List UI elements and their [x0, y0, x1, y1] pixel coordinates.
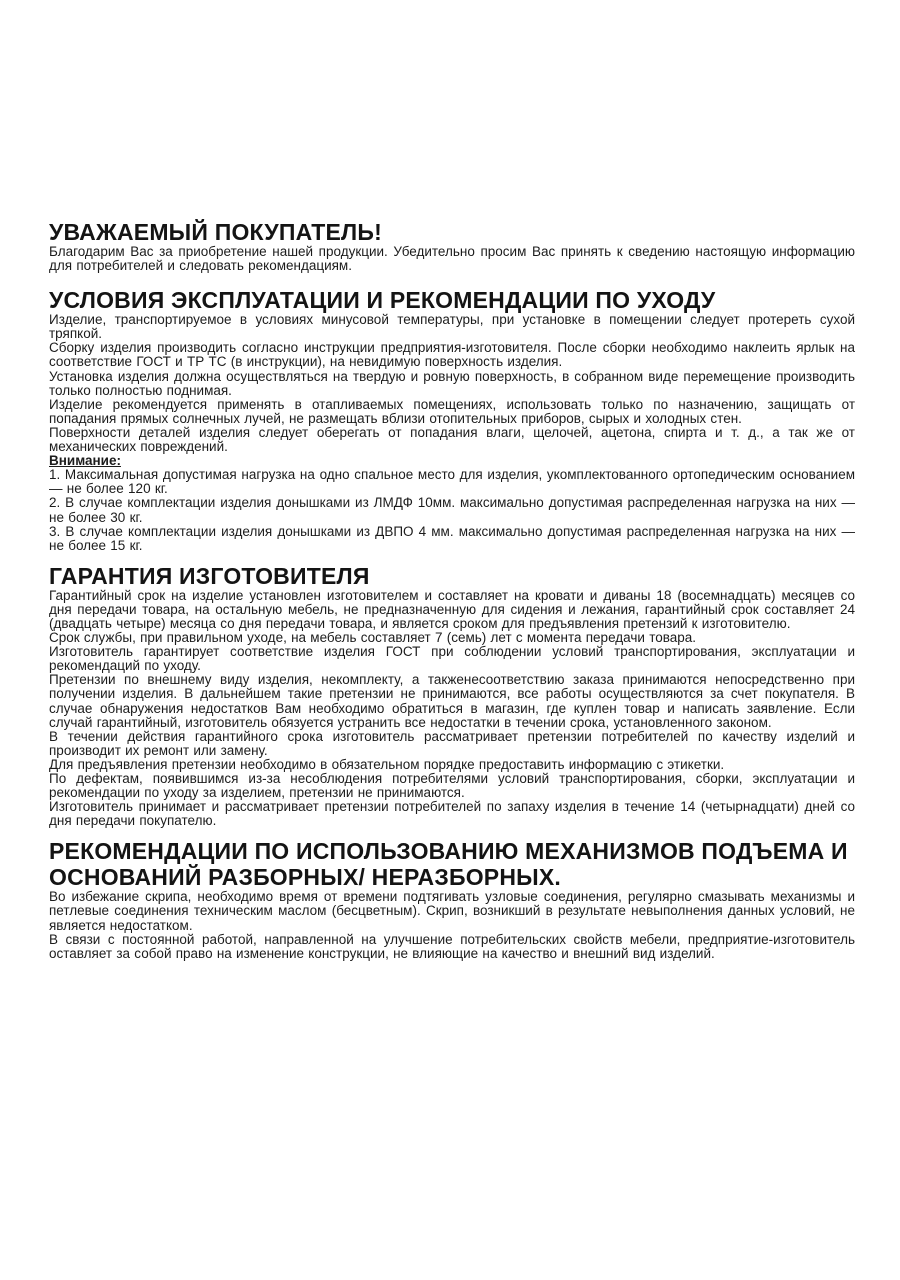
- attention-item: 2. В случае комплектации изделия донышками из ЛМДФ 10мм. максимально допустимая распределенная нагрузка на них — не более 30 кг.: [49, 495, 855, 525]
- section-dear-customer: [49, 219, 855, 273]
- paragraph: По дефектам, появившимся из-за несоблюдения потребителями условий транспортирования, сборки, эксплуатации и рекомендации по уходу за изделием, претензии не принимаются.: [49, 771, 855, 801]
- paragraph: Благодарим Вас за приобретение нашей продукции. Убедительно просим Вас принять к сведению настоящую информацию для потребителей и следовать рекомендациям.: [49, 244, 855, 274]
- paragraph: Изделие, транспортируемое в условиях минусовой температуры, при установке в помещении следует протереть сухой тряпкой.: [49, 312, 855, 342]
- section-usage-conditions: [49, 287, 855, 553]
- paragraph: Сборку изделия производить согласно инструкции предприятия-изготовителя. После сборки необходимо наклеить ярлык на соответствие ГОСТ и ТР ТС (в инструкции), на невидимую поверхность изделия.: [49, 340, 855, 370]
- paragraph: В течении действия гарантийного срока изготовитель рассматривает претензии потребителей по качеству изделий и производит их ремонт или замену.: [49, 728, 855, 758]
- section-manufacturer-warranty: [49, 563, 855, 829]
- usage-conditions-heading: УСЛОВИЯ ЭКСПЛУАТАЦИИ И РЕКОМЕНДАЦИИ ПО УХОДУ: [49, 287, 716, 314]
- attention-label: Внимание:: [49, 453, 121, 469]
- paragraph: Изготовитель гарантирует соответствие изделия ГОСТ при соблюдении условий транспортирования, эксплуатации и рекомендаций по уходу.: [49, 644, 855, 674]
- paragraph: Изделие рекомендуется применять в отапливаемых помещениях, использовать только по назначению, защищать от попадания прямых солнечных лучей, не размещать вблизи отопительных приборов, сырых и холодных стен.: [49, 396, 855, 426]
- paragraph: Во избежание скрипа, необходимо время от времени подтягивать узловые соединения, регулярно смазывать механизмы и петлевые соединения техническим маслом (бесцветным). Скрип, возникший в результате невыполнения данных условий, не является недостатком.: [49, 889, 855, 933]
- paragraph: Гарантийный срок на изделие установлен изготовителем и составляет на кровати и диваны 18 (восемнадцать) месяцев со дня передачи товара, на остальную мебель, не предназначенную для сидения и лежания, гарантийный срок составляет 24 (двадцать четыре) месяца со дня передачи товара, и является сроком для предъявления претензий к изготовителю.: [49, 587, 855, 631]
- paragraph: Для предъявления претензии необходимо в обязательном порядке предоставить информацию с этикетки.: [49, 756, 725, 772]
- mechanism-recommendations-heading: РЕКОМЕНДАЦИИ ПО ИСПОЛЬЗОВАНИЮ МЕХАНИЗМОВ ПОДЪЕМА И ОСНОВАНИЙ РАЗБОРНЫХ/ НЕРАЗБОРНЫХ.: [49, 838, 848, 891]
- paragraph: Срок службы, при правильном уходе, на мебель составляет 7 (семь) лет с момента передачи товара.: [49, 630, 697, 646]
- paragraph: Поверхности деталей изделия следует оберегать от попадания влаги, щелочей, ацетона, спирта и т. д., а так же от механических повреждений.: [49, 424, 855, 455]
- section-mechanism-recommendations: [49, 838, 855, 960]
- paragraph: В связи с постоянной работой, направленной на улучшение потребительских свойств мебели, предприятие-изготовитель оставляет за собой право на изменение конструкции, не влияющие на качество и внешний вид изделий.: [49, 931, 855, 961]
- paragraph: Установка изделия должна осуществляться на твердую и ровную поверхность, в собранном виде перемещение производить только полностью поднимая.: [49, 368, 855, 398]
- attention-item: 1. Максимальная допустимая нагрузка на одно спальное место для изделия, укомплектованного ортопедическим основанием — не более 120 кг.: [49, 467, 855, 497]
- paragraph: Изготовитель принимает и рассматривает претензии потребителей по запаху изделия в течение 14 (четырнадцати) дней со дня передачи покупателю.: [49, 799, 855, 829]
- manufacturer-warranty-heading: ГАРАНТИЯ ИЗГОТОВИТЕЛЯ: [49, 562, 370, 589]
- attention-item: 3. В случае комплектации изделия донышками из ДВПО 4 мм. максимально допустимая распределенная нагрузка на них — не более 15 кг.: [49, 523, 855, 553]
- paragraph: Претензии по внешнему виду изделия, некомплекту, а такженесоответствию заказа принимаются непосредственно при получении изделия. В дальнейшем такие претензии не принимаются, все работы осуществляются за счет покупателя. В случае обнаружения недостатков Вам необходимо обратиться в магазин, где куплен товар и написать заявление. Если случай гарантийный, изготовитель обязуется устранить все недостатки в течении срока, установленного законом.: [49, 672, 855, 730]
- dear-customer-heading: УВАЖАЕМЫЙ ПОКУПАТЕЛЬ!: [49, 219, 382, 245]
